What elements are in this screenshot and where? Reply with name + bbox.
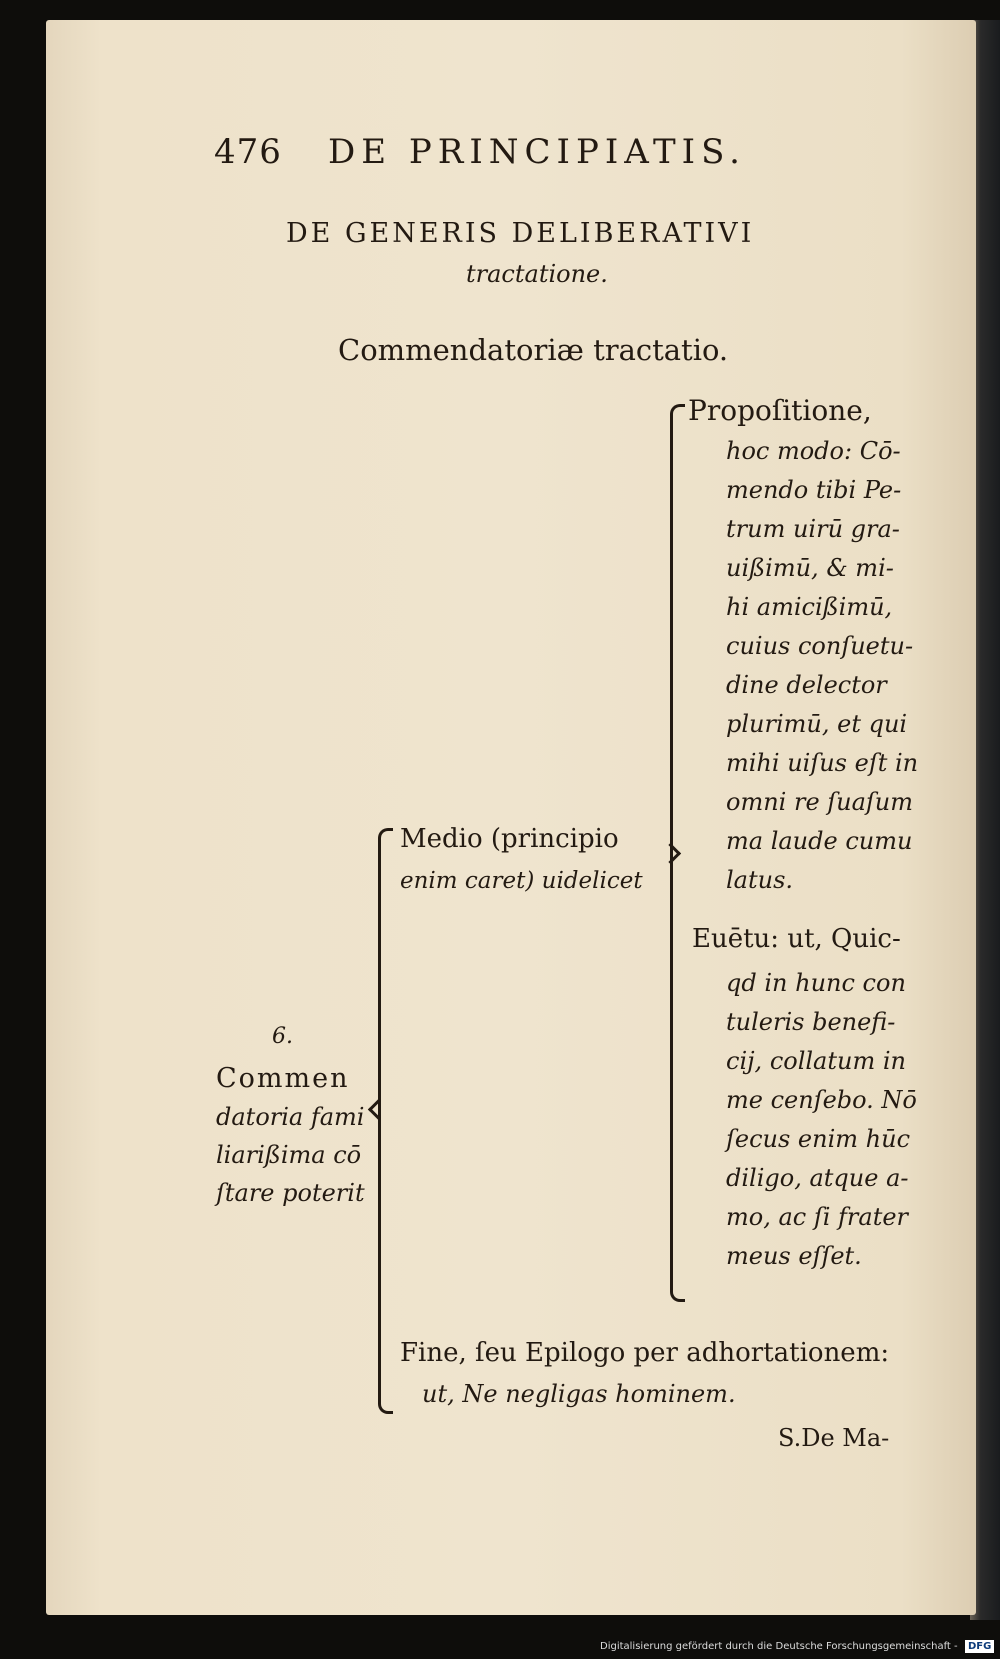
propositione-line: plurimū, et qui bbox=[726, 710, 908, 738]
book-page bbox=[46, 20, 976, 1615]
main-brace bbox=[378, 828, 393, 1414]
euentu-line: tuleris benefi- bbox=[726, 1008, 896, 1036]
euentu-line: mo, ac ſi frater bbox=[726, 1203, 909, 1231]
propositione-line: uißimū, & mi- bbox=[726, 554, 894, 582]
euentu-line: ſecus enim hūc bbox=[726, 1125, 911, 1153]
propositione-line: mendo tibi Pe- bbox=[726, 476, 902, 504]
page-number: 476 bbox=[214, 132, 282, 172]
entry-line: datoria fami bbox=[216, 1103, 365, 1131]
medio-line-1: Medio (principio bbox=[400, 824, 619, 854]
entry-line: liarißima cō bbox=[216, 1141, 362, 1169]
propositione-line: hi amicißimū, bbox=[726, 593, 893, 621]
euentu-line: meus eſſet. bbox=[726, 1242, 862, 1270]
dfg-logo: DFG bbox=[965, 1640, 994, 1653]
entry-line: Commen bbox=[216, 1063, 350, 1094]
propositione-line: omni re ſuaſum bbox=[726, 788, 914, 816]
fine-line-1: Fine, ſeu Epilogo per adhortationem: bbox=[400, 1338, 890, 1368]
propositione-line: hoc modo: Cō- bbox=[726, 437, 901, 465]
propositione-line: trum uirū gra- bbox=[726, 515, 900, 543]
propositione-head: Propoſitione, bbox=[688, 394, 872, 427]
euentu-body bbox=[726, 964, 917, 1276]
propositione-body bbox=[726, 432, 918, 900]
propositione-line: dine delector bbox=[726, 671, 887, 699]
propositione-line: cuius conſuetu- bbox=[726, 632, 914, 660]
section-title: DE GENERIS DELIBERATIVI bbox=[286, 218, 755, 249]
propositione-line: ma laude cumu bbox=[726, 827, 913, 855]
table-heading: Commendatoriæ tractatio. bbox=[338, 333, 729, 367]
propositione-line: mihi uiſus eſt in bbox=[726, 749, 919, 777]
fine-line-2: ut, Ne negligas hominem. bbox=[422, 1380, 736, 1408]
euentu-head: Euētu: ut, Quic- bbox=[692, 924, 901, 954]
euentu-line: cij, collatum in bbox=[726, 1047, 906, 1075]
entry-title bbox=[216, 1060, 365, 1212]
euentu-line: diligo, atque a- bbox=[726, 1164, 909, 1192]
entry-number: 6. bbox=[272, 1024, 293, 1049]
medio-line-2: enim caret) uidelicet bbox=[400, 868, 643, 894]
running-title: DE PRINCIPIATIS. bbox=[328, 132, 746, 172]
entry-line: ſtare poterit bbox=[216, 1179, 365, 1207]
digitization-credit: Digitalisierung gefördert durch die Deutsche Forschungsgemeinschaft - bbox=[600, 1641, 958, 1652]
euentu-line: me cenſebo. Nō bbox=[726, 1086, 917, 1114]
section-subtitle: tractatione. bbox=[466, 260, 608, 288]
euentu-line: qd in hunc con bbox=[726, 969, 906, 997]
catchword: S.De Ma- bbox=[778, 1424, 890, 1452]
propositione-line: latus. bbox=[726, 866, 794, 894]
